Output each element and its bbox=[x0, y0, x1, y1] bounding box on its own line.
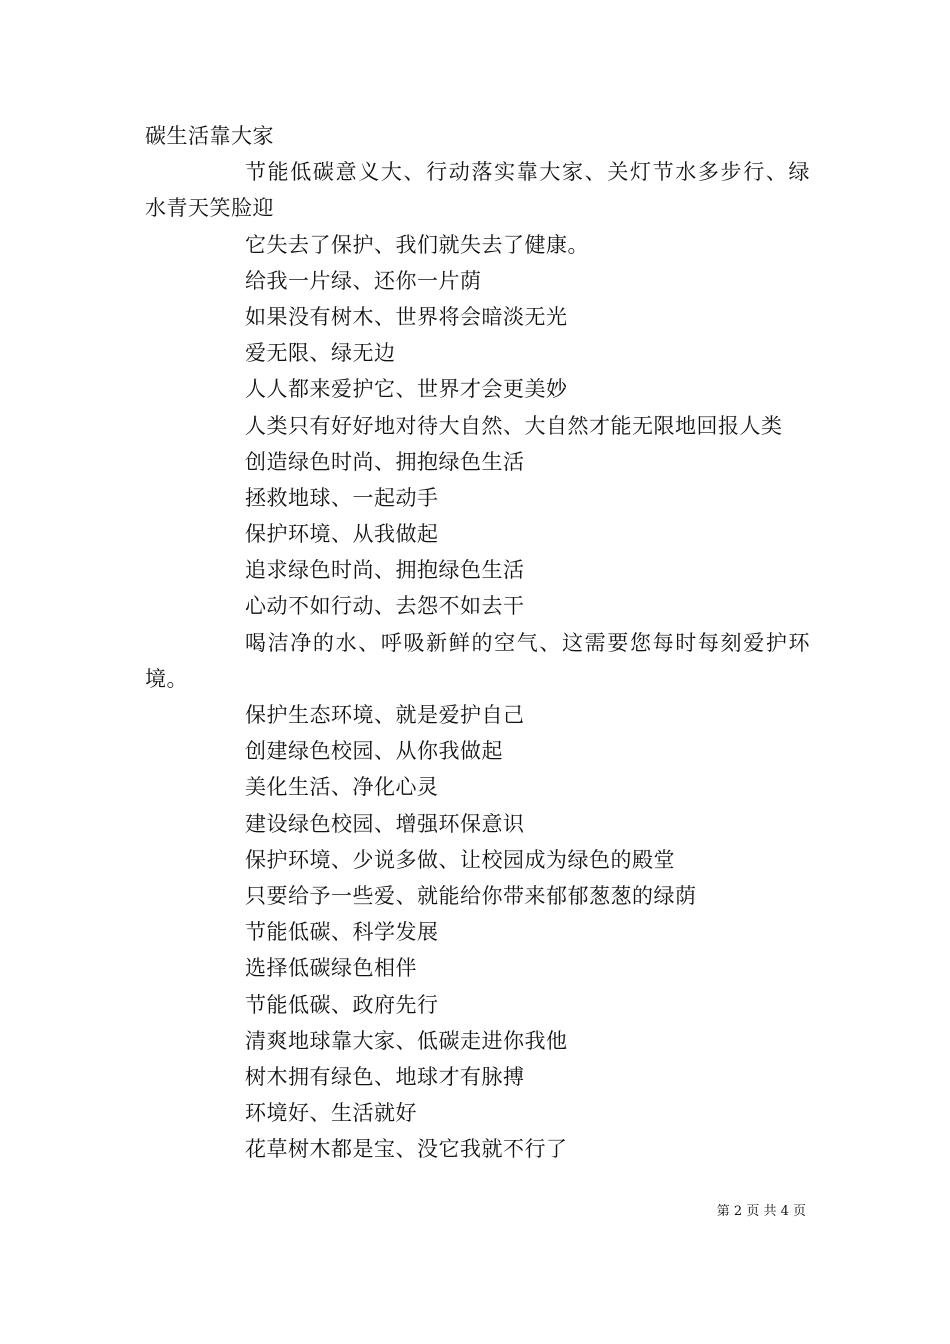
text-line: 花草树木都是宝、没它我就不行了 bbox=[245, 1137, 568, 1162]
text-line: 节能低碳意义大、行动落实靠大家、关灯节水多步行、绿 bbox=[245, 160, 810, 185]
text-line: 拯救地球、一起动手 bbox=[245, 485, 439, 510]
text-line: 建设绿色校园、增强环保意识 bbox=[245, 811, 525, 836]
text-line: 清爽地球靠大家、低碳走进你我他 bbox=[245, 1028, 568, 1053]
text-line: 喝洁净的水、呼吸新鲜的空气、这需要您每时每刻爱护环 bbox=[245, 630, 810, 655]
text-line: 只要给予一些爱、就能给你带来郁郁葱葱的绿荫 bbox=[245, 883, 697, 908]
document-body bbox=[145, 118, 810, 1167]
text-line: 它失去了保护、我们就失去了健康。 bbox=[245, 232, 589, 257]
text-line: 心动不如行动、去怨不如去干 bbox=[245, 594, 525, 619]
text-line: 创建绿色校园、从你我做起 bbox=[245, 739, 503, 764]
page-number-footer: 第 2 页 共 4 页 bbox=[716, 1204, 806, 1219]
text-line: 环境好、生活就好 bbox=[245, 1101, 417, 1126]
text-line: 节能低碳、科学发展 bbox=[245, 920, 439, 945]
text-line: 保护生态环境、就是爱护自己 bbox=[245, 703, 525, 727]
text-line: 选择低碳绿色相伴 bbox=[245, 956, 417, 981]
text-line: 如果没有树木、世界将会暗淡无光 bbox=[245, 304, 568, 329]
text-line: 创造绿色时尚、拥抱绿色生活 bbox=[245, 449, 525, 474]
text-line: 爱无限、绿无边 bbox=[245, 341, 396, 366]
text-line: 保护环境、少说多做、让校园成为绿色的殿堂 bbox=[245, 847, 675, 872]
text-line: 给我一片绿、还你一片荫 bbox=[245, 268, 482, 293]
text-line: 碳生活靠大家 bbox=[145, 124, 274, 148]
text-line: 境。 bbox=[145, 666, 188, 691]
text-line: 水青天笑脸迎 bbox=[145, 196, 274, 221]
text-line: 追求绿色时尚、拥抱绿色生活 bbox=[245, 558, 525, 583]
text-line: 美化生活、净化心灵 bbox=[245, 775, 439, 800]
text-line: 节能低碳、政府先行 bbox=[245, 992, 439, 1017]
text-line: 人人都来爱护它、世界才会更美妙 bbox=[245, 377, 568, 402]
text-line: 树木拥有绿色、地球才有脉搏 bbox=[245, 1064, 525, 1089]
text-line: 保护环境、从我做起 bbox=[245, 522, 439, 547]
text-line: 人类只有好好地对待大自然、大自然才能无限地回报人类 bbox=[245, 413, 783, 438]
